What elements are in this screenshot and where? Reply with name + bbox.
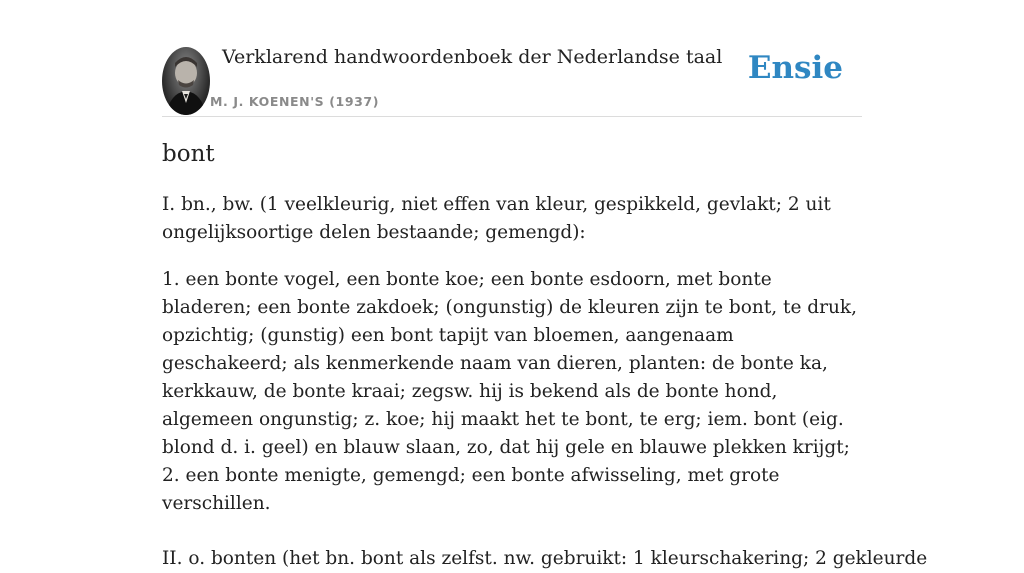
headword: bont: [162, 141, 215, 167]
header: [162, 0, 862, 117]
dictionary-page: [162, 0, 928, 573]
entry-part-2: II. o. bonten (het bn. bont als zelfst. nw. gebruikt: 1 kleurschakering; 2 gekleurde: [162, 548, 928, 569]
entry-intro: I. bn., bw. (1 veelkleurig, niet effen van kleur, gespikkeld, gevlakt; 2 uit ongelijksoortige delen bestaande; gemengd):: [162, 194, 831, 243]
book-title[interactable]: Verklarend handwoordenboek der Nederlandse taal: [222, 46, 723, 68]
sense-2-text: 2. een bonte menigte, gemengd; een bonte afwisseling, met grote verschillen.: [162, 465, 780, 514]
sense-1-text: 1. een bonte vogel, een bonte koe; een bonte esdoorn, met bonte bladeren; een bonte zakdoek; (ongunstig) de kleuren zijn te bont, te druk, opzichtig; (gunstig) een bont tapijt van bloemen, aangenaam geschakeerd; als kenmerkende naam van dieren, planten: de bonte ka, kerkkauw, de bonte kraai; zegsw. hij is bekend als de bonte hond, algemeen ongunstig; z. koe; hij maakt het te bont, te erg; iem. bont (eig. blond d. i. geel) en blauw slaan, zo, dat hij gele en blauwe plekken krijgt;: [162, 269, 857, 458]
author-portrait-icon[interactable]: [162, 47, 210, 115]
author-label: M. J. KOENEN'S (1937): [210, 94, 380, 109]
entry-sense-1: [162, 266, 862, 518]
site-logo[interactable]: Ensie: [747, 50, 843, 86]
